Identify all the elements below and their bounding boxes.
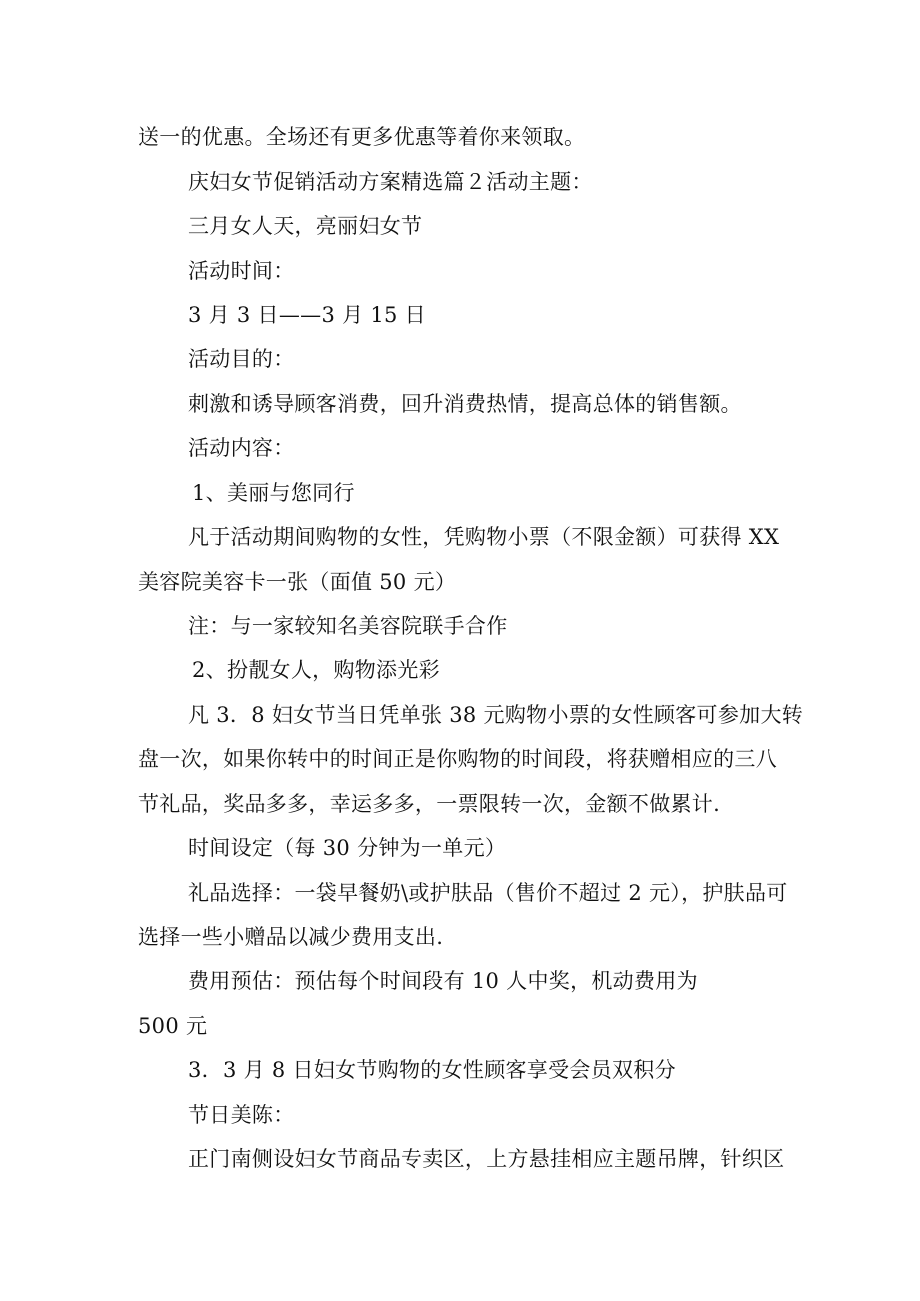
paragraph-line: 刺激和诱导顾客消费，回升消费热情，提高总体的销售额。: [188, 392, 742, 416]
list-item-heading: 2、扮靓女人，购物添光彩: [192, 658, 440, 682]
paragraph-line: 盘一次，如果你转中的时间正是你购物的时间段，将获赠相应的三八: [138, 747, 777, 771]
paragraph-line: 选择一些小赠品以减少费用支出.: [138, 925, 444, 949]
paragraph-line: 礼品选择：一袋早餐奶\或护肤品（售价不超过 2 元），护肤品可: [188, 881, 788, 905]
paragraph-line: 3 月 3 日——3 月 15 日: [188, 303, 426, 327]
paragraph-line: 费用预估：预估每个时间段有 10 人中奖，机动费用为: [188, 969, 698, 993]
paragraph-line: 凡于活动期间购物的女性，凭购物小票（不限金额）可获得 XX: [188, 525, 780, 549]
paragraph-line: 500 元: [138, 1014, 208, 1038]
paragraph-line: 凡 3．8 妇女节当日凭单张 38 元购物小票的女性顾客可参加大转: [188, 703, 804, 727]
paragraph-line: 时间设定（每 30 分钟为一单元）: [188, 836, 507, 860]
label-line: 节日美陈：: [188, 1103, 295, 1127]
paragraph-line: 美容院美容卡一张（面值 50 元）: [138, 570, 457, 594]
paragraph-line: 正门南侧设妇女节商品专卖区，上方悬挂相应主题吊牌，针织区: [188, 1147, 785, 1171]
paragraph-line: 送一的优惠。全场还有更多优惠等着你来领取。: [138, 125, 586, 149]
paragraph-line: 注：与一家较知名美容院联手合作: [188, 614, 508, 638]
list-item-heading: 1、美丽与您同行: [192, 481, 355, 505]
paragraph-line: 三月女人天，亮丽妇女节: [188, 214, 423, 238]
list-item-heading: 3．3 月 8 日妇女节购物的女性顾客享受会员双积分: [188, 1058, 676, 1082]
section-heading: 庆妇女节促销活动方案精选篇２活动主题：: [188, 170, 593, 194]
paragraph-line: 节礼品，奖品多多，幸运多多，一票限转一次，金额不做累计.: [138, 792, 721, 816]
label-line: 活动时间：: [188, 259, 295, 283]
label-line: 活动内容：: [188, 436, 295, 460]
label-line: 活动目的：: [188, 347, 295, 371]
